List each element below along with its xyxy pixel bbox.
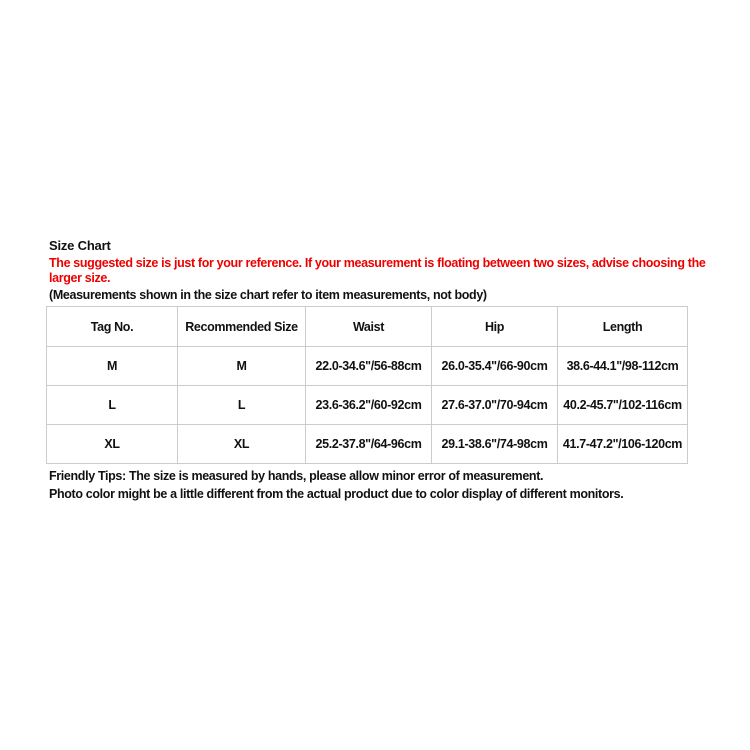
column-header-waist: Waist <box>306 307 432 347</box>
table-header <box>47 307 688 347</box>
cell-hip: 26.0-35.4"/66-90cm <box>432 347 558 386</box>
size-chart-table <box>46 306 688 464</box>
cell-rec-size: M <box>178 347 306 386</box>
column-header-tag-no: Tag No. <box>47 307 178 347</box>
cell-waist: 25.2-37.8"/64-96cm <box>306 425 432 464</box>
cell-hip: 29.1-38.6"/74-98cm <box>432 425 558 464</box>
friendly-tips-note: Friendly Tips: The size is measured by hands, please allow minor error of measurement. <box>49 469 544 483</box>
cell-hip: 27.6-37.0"/70-94cm <box>432 386 558 425</box>
cell-waist: 22.0-34.6"/56-88cm <box>306 347 432 386</box>
column-header-hip: Hip <box>432 307 558 347</box>
cell-length: 40.2-45.7"/102-116cm <box>558 386 688 425</box>
column-header-length: Length <box>558 307 688 347</box>
cell-tag-no: L <box>47 386 178 425</box>
cell-waist: 23.6-36.2"/60-92cm <box>306 386 432 425</box>
photo-color-note: Photo color might be a little different from the actual product due to color display of different monitors. <box>49 487 624 501</box>
table-row-l <box>47 386 688 425</box>
table-header-row <box>47 307 688 347</box>
size-suggestion-notice: The suggested size is just for your reference. If your measurement is floating between two sizes, advise choosing the larger size. <box>49 256 706 285</box>
cell-tag-no: M <box>47 347 178 386</box>
cell-length: 38.6-44.1"/98-112cm <box>558 347 688 386</box>
page-title: Size Chart <box>49 238 111 253</box>
table-row-m <box>47 347 688 386</box>
cell-tag-no: XL <box>47 425 178 464</box>
table-body <box>47 347 688 464</box>
column-header-recommended-size: Recommended Size <box>178 307 306 347</box>
cell-rec-size: L <box>178 386 306 425</box>
cell-length: 41.7-47.2"/106-120cm <box>558 425 688 464</box>
table-row-xl <box>47 425 688 464</box>
cell-rec-size: XL <box>178 425 306 464</box>
measurement-note: (Measurements shown in the size chart refer to item measurements, not body) <box>49 288 487 302</box>
